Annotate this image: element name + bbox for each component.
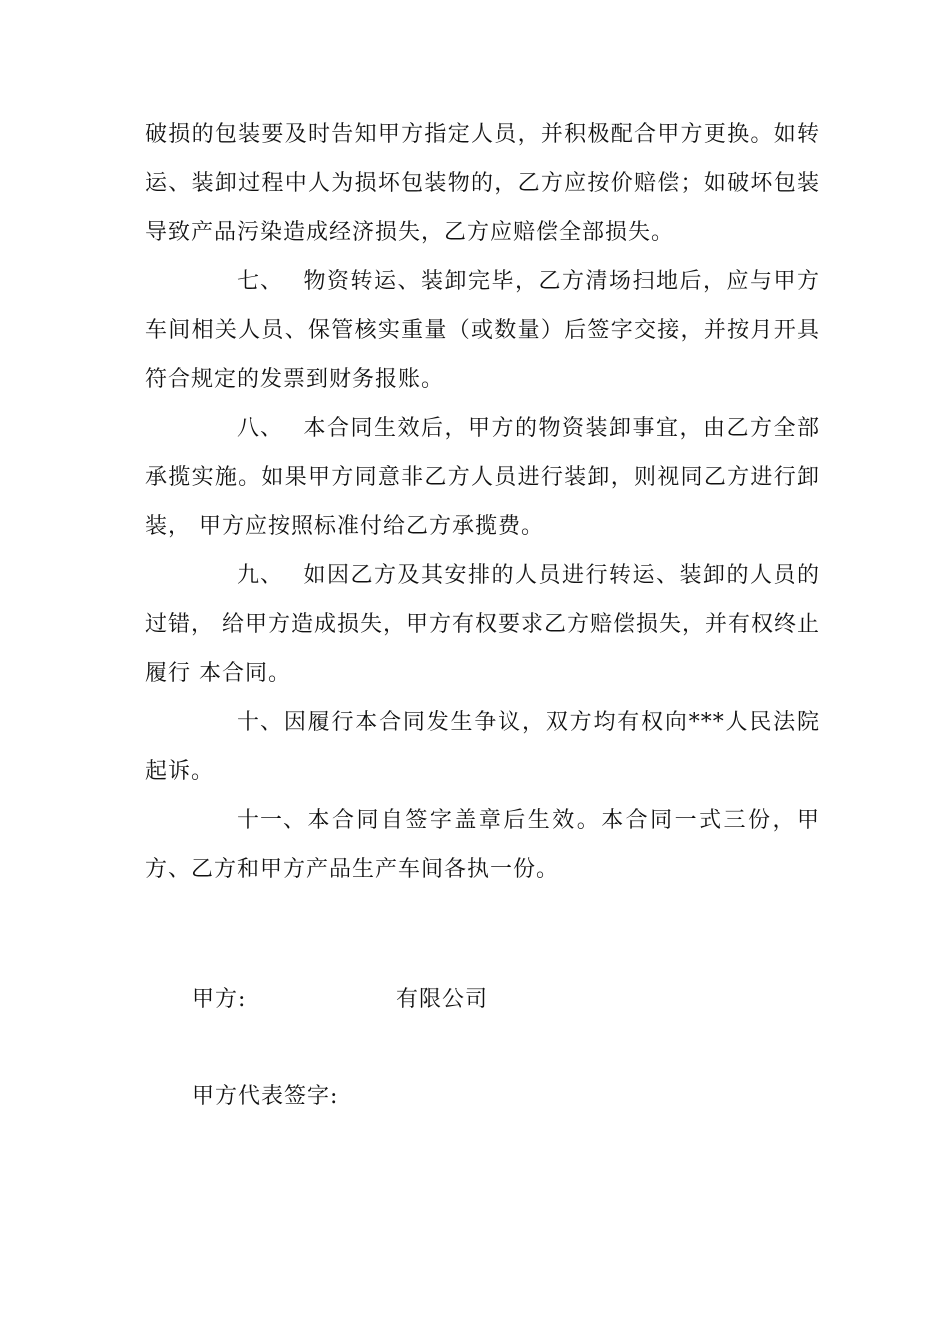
clause-7 xyxy=(145,257,820,404)
clause-8 xyxy=(145,404,820,551)
clause-number: 八、 xyxy=(237,416,284,441)
clause-11 xyxy=(145,796,820,894)
party-a-signature-line xyxy=(192,985,488,1015)
clause-10 xyxy=(145,698,820,796)
clause-9 xyxy=(145,551,820,698)
clause-number: 七、 xyxy=(237,269,284,294)
clause-text: 本合同生效后，甲方的物资装卸事宜，由乙方全部承揽实施。如果甲方同意非乙方人员进行装卸，则视同乙方进行卸装， 甲方应按照标准付给乙方承揽费。 xyxy=(145,416,820,539)
contract-body xyxy=(145,110,820,894)
party-a-company: 有限公司 xyxy=(396,987,489,1012)
clause-text: 本合同自签字盖章后生效。本合同一式三份，甲方、乙方和甲方产品生产车间各执一份。 xyxy=(145,808,820,882)
clause-text: 因履行本合同发生争议，双方均有权向***人民法院起诉。 xyxy=(145,710,820,784)
clause-text: 破损的包装要及时告知甲方指定人员，并积极配合甲方更换。如转运、装卸过程中人为损坏包装物的，乙方应按价赔偿；如破坏包装导致产品污染造成经济损失，乙方应赔偿全部损失。 xyxy=(145,122,820,245)
party-a-representative-line xyxy=(192,1082,338,1112)
clause-number: 十一、 xyxy=(237,808,307,833)
clause-continued xyxy=(145,110,820,257)
clause-text: 如因乙方及其安排的人员进行转运、装卸的人员的过错， 给甲方造成损失，甲方有权要求乙方赔偿损失，并有权终止履行 本合同。 xyxy=(145,563,820,686)
party-a-label: 甲方: xyxy=(192,987,247,1012)
party-a-representative-label: 甲方代表签字: xyxy=(192,1084,339,1109)
clause-number: 九、 xyxy=(237,563,284,588)
clause-text: 物资转运、装卸完毕，乙方清场扫地后，应与甲方车间相关人员、保管核实重量（或数量）后签字交接，并按月开具符合规定的发票到财务报账。 xyxy=(145,269,820,392)
clause-number: 十、 xyxy=(237,710,284,735)
